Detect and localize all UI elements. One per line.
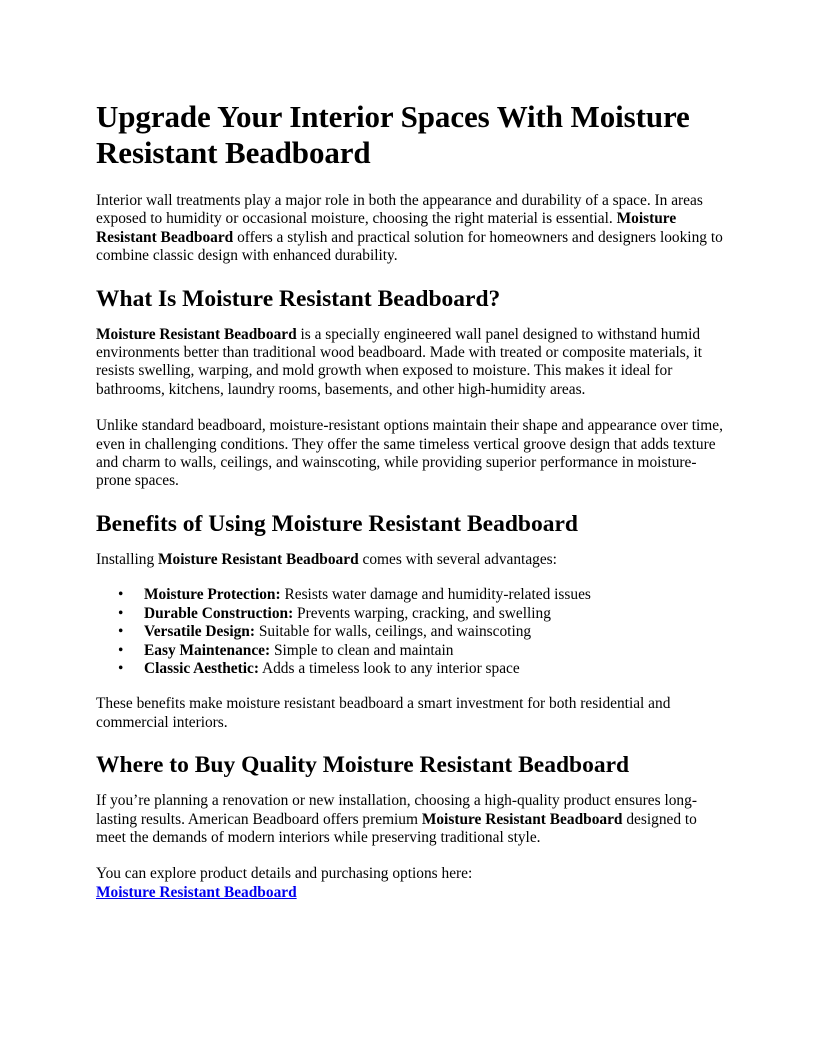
benefits-intro-end: comes with several advantages: (358, 550, 557, 568)
list-item (144, 642, 728, 660)
section3-text-start: If you’re planning a renovation or new installation, choosing a high-quality product ensures long-lasting results. American Beadboard offers premium (96, 792, 697, 828)
section-heading-benefits: Benefits of Using Moisture Resistant Beadboard (96, 510, 578, 537)
list-item-label: Easy Maintenance: (144, 641, 271, 659)
list-item-label: Moisture Protection: (144, 586, 281, 604)
page-title: Upgrade Your Interior Spaces With Moisture Resistant Beadboard (96, 99, 690, 170)
list-item (144, 623, 728, 641)
list-item (144, 605, 728, 623)
benefits-intro-start: Installing (96, 550, 158, 568)
intro-paragraph (96, 192, 728, 266)
section1-bold-term: Moisture Resistant Beadboard (96, 325, 297, 343)
intro-text-end: offers a stylish and practical solution for homeowners and designers looking to combine classic design with enhanced durability. (96, 228, 723, 265)
product-link[interactable]: Moisture Resistant Beadboard (96, 883, 297, 901)
section-heading-what-is: What Is Moisture Resistant Beadboard? (96, 285, 501, 312)
section3-paragraph-2 (96, 865, 728, 902)
intro-text-start: Interior wall treatments play a major role in both the appearance and durability of a space. In areas exposed to humidity or occasional moisture, choosing the right material is essential. (96, 192, 703, 228)
benefits-closing: These benefits make moisture resistant beadboard a smart investment for both residential and commercial interiors. (96, 695, 671, 731)
list-item-label: Durable Construction: (144, 604, 294, 622)
section1-text: is a specially engineered wall panel designed to withstand humid environments better than traditional wood beadboard. Made with treated or composite materials, it resists swelling, warping, and mold growth when exposed to moisture. This makes it ideal for bathrooms, kitchens, laundry rooms, basements, and other high-humidity areas. (96, 325, 703, 398)
section1-paragraph-1 (96, 326, 728, 400)
section3-text-end: designed to meet the demands of modern interiors while preserving traditional style. (96, 810, 697, 846)
document-body (96, 93, 728, 902)
section3-bold-term: Moisture Resistant Beadboard (421, 810, 623, 828)
explore-text: You can explore product details and purchasing options here: (96, 865, 473, 883)
list-item-text: Suitable for walls, ceilings, and wainscoting (255, 623, 532, 641)
list-item-text: Adds a timeless look to any interior space (258, 659, 520, 677)
benefits-bold-term: Moisture Resistant Beadboard (157, 550, 359, 568)
benefits-intro (96, 551, 728, 569)
list-item (144, 660, 728, 678)
benefits-list (96, 586, 728, 678)
list-item-text: Resists water damage and humidity-related issues (280, 586, 591, 604)
section-heading-where-to-buy: Where to Buy Quality Moisture Resistant Beadboard (96, 752, 630, 779)
list-item (144, 586, 728, 604)
section3-paragraph-1 (96, 792, 728, 847)
list-item-label: Classic Aesthetic: (144, 659, 259, 677)
list-item-text: Simple to clean and maintain (270, 641, 454, 659)
intro-bold-term: Moisture Resistant Beadboard (96, 210, 677, 246)
list-item-label: Versatile Design: (144, 623, 255, 641)
list-item-text: Prevents warping, cracking, and swelling (293, 604, 551, 622)
section1-paragraph-2: Unlike standard beadboard, moisture-resistant options maintain their shape and appearance over time, even in challenging conditions. They offer the same timeless vertical groove design that adds texture and charm to walls, ceilings, and wainscoting, while providing superior performance in moisture-prone spaces. (96, 417, 723, 490)
